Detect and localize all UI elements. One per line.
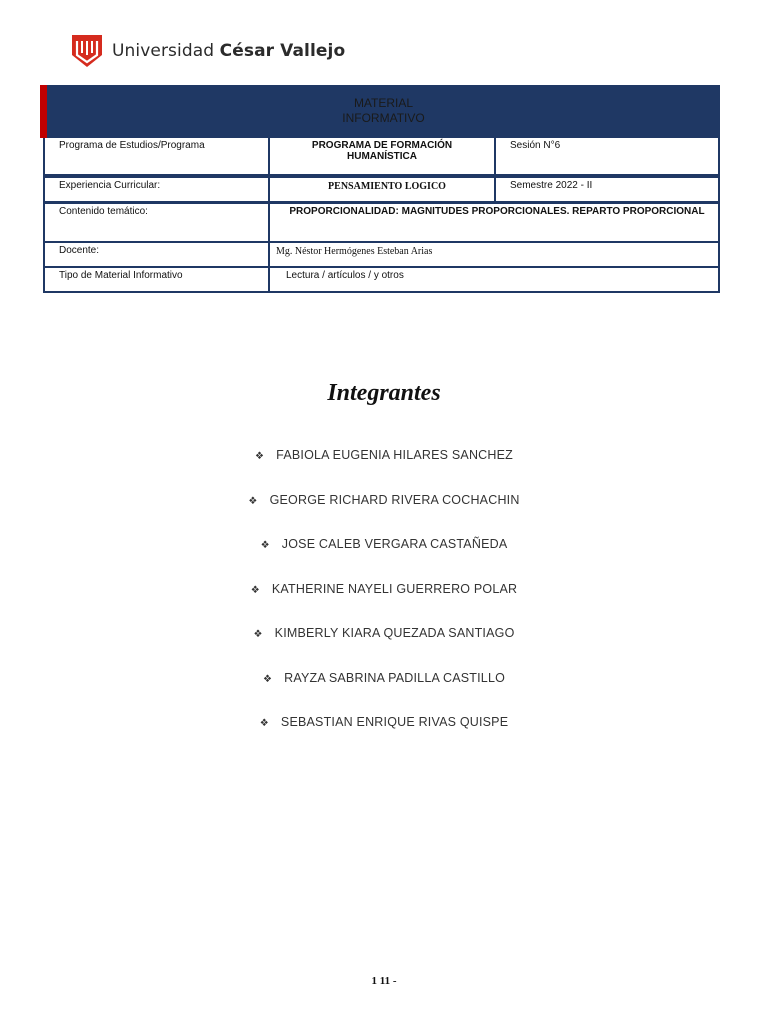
programa-value: PROGRAMA DE FORMACIÓN HUMANÍSTICA	[270, 138, 496, 174]
contenido-label: Contenido temático:	[45, 204, 270, 241]
semestre-label: Semestre 2022 - II	[510, 180, 593, 191]
diamond-bullet-icon: ❖	[262, 673, 273, 685]
member-name: GEORGE RICHARD RIVERA COCHACHIN	[269, 492, 520, 507]
member-name: KIMBERLY KIARA QUEZADA SANTIAGO	[274, 626, 515, 640]
member-name: FABIOLA EUGENIA HILARES SANCHEZ	[276, 448, 513, 462]
row-programa	[43, 138, 720, 176]
diamond-bullet-icon: ❖	[260, 540, 270, 551]
row-experiencia	[43, 176, 720, 203]
university-logo	[70, 32, 345, 70]
row-tipo	[43, 268, 720, 293]
member-name: KATHERINE NAYELI GUERRERO POLAR	[271, 581, 518, 596]
member-item	[0, 582, 768, 627]
member-item	[0, 671, 768, 716]
material-banner	[40, 85, 720, 138]
diamond-bullet-icon: ❖	[248, 495, 258, 507]
banner-line-1: MATERIAL	[353, 96, 414, 110]
page-number: 1 11 -	[371, 975, 397, 987]
row-contenido	[43, 203, 720, 243]
diamond-bullet-icon: ❖	[253, 629, 263, 640]
tipo-value: Lectura / artículos / y otros	[286, 270, 404, 281]
diamond-bullet-icon: ❖	[250, 584, 260, 596]
experiencia-value: PENSAMIENTO LOGICO	[270, 178, 496, 201]
tipo-label: Tipo de Material Informativo	[45, 268, 270, 291]
university-name: Universidad César Vallejo	[112, 41, 346, 61]
university-shield-icon	[70, 33, 104, 69]
experiencia-label: Experiencia Curricular:	[45, 178, 270, 201]
member-item	[0, 715, 768, 760]
banner-line-2: INFORMATIVO	[342, 111, 425, 125]
members-list	[0, 448, 768, 760]
member-name: SEBASTIAN ENRIQUE RIVAS QUISPE	[280, 715, 509, 729]
sesion-label: Sesión N°6	[510, 140, 561, 151]
docente-label: Docente:	[45, 243, 270, 266]
diamond-bullet-icon: ❖	[259, 718, 269, 729]
docente-value: Mg. Néstor Hermógenes Esteban Arias	[276, 246, 433, 257]
member-item	[0, 537, 768, 582]
row-docente	[43, 243, 720, 268]
contenido-value: PROPORCIONALIDAD: MAGNITUDES PROPORCIONALES. REPARTO PROPORCIONAL	[289, 206, 705, 217]
programa-label: Programa de Estudios/Programa	[45, 138, 270, 174]
member-item	[0, 626, 768, 671]
member-name: JOSE CALEB VERGARA CASTAÑEDA	[281, 537, 508, 551]
section-title: Integrantes	[327, 380, 441, 406]
member-item	[0, 493, 768, 538]
member-item	[0, 448, 768, 493]
member-name: RAYZA SABRINA PADILLA CASTILLO	[284, 670, 506, 685]
diamond-bullet-icon: ❖	[255, 451, 265, 462]
